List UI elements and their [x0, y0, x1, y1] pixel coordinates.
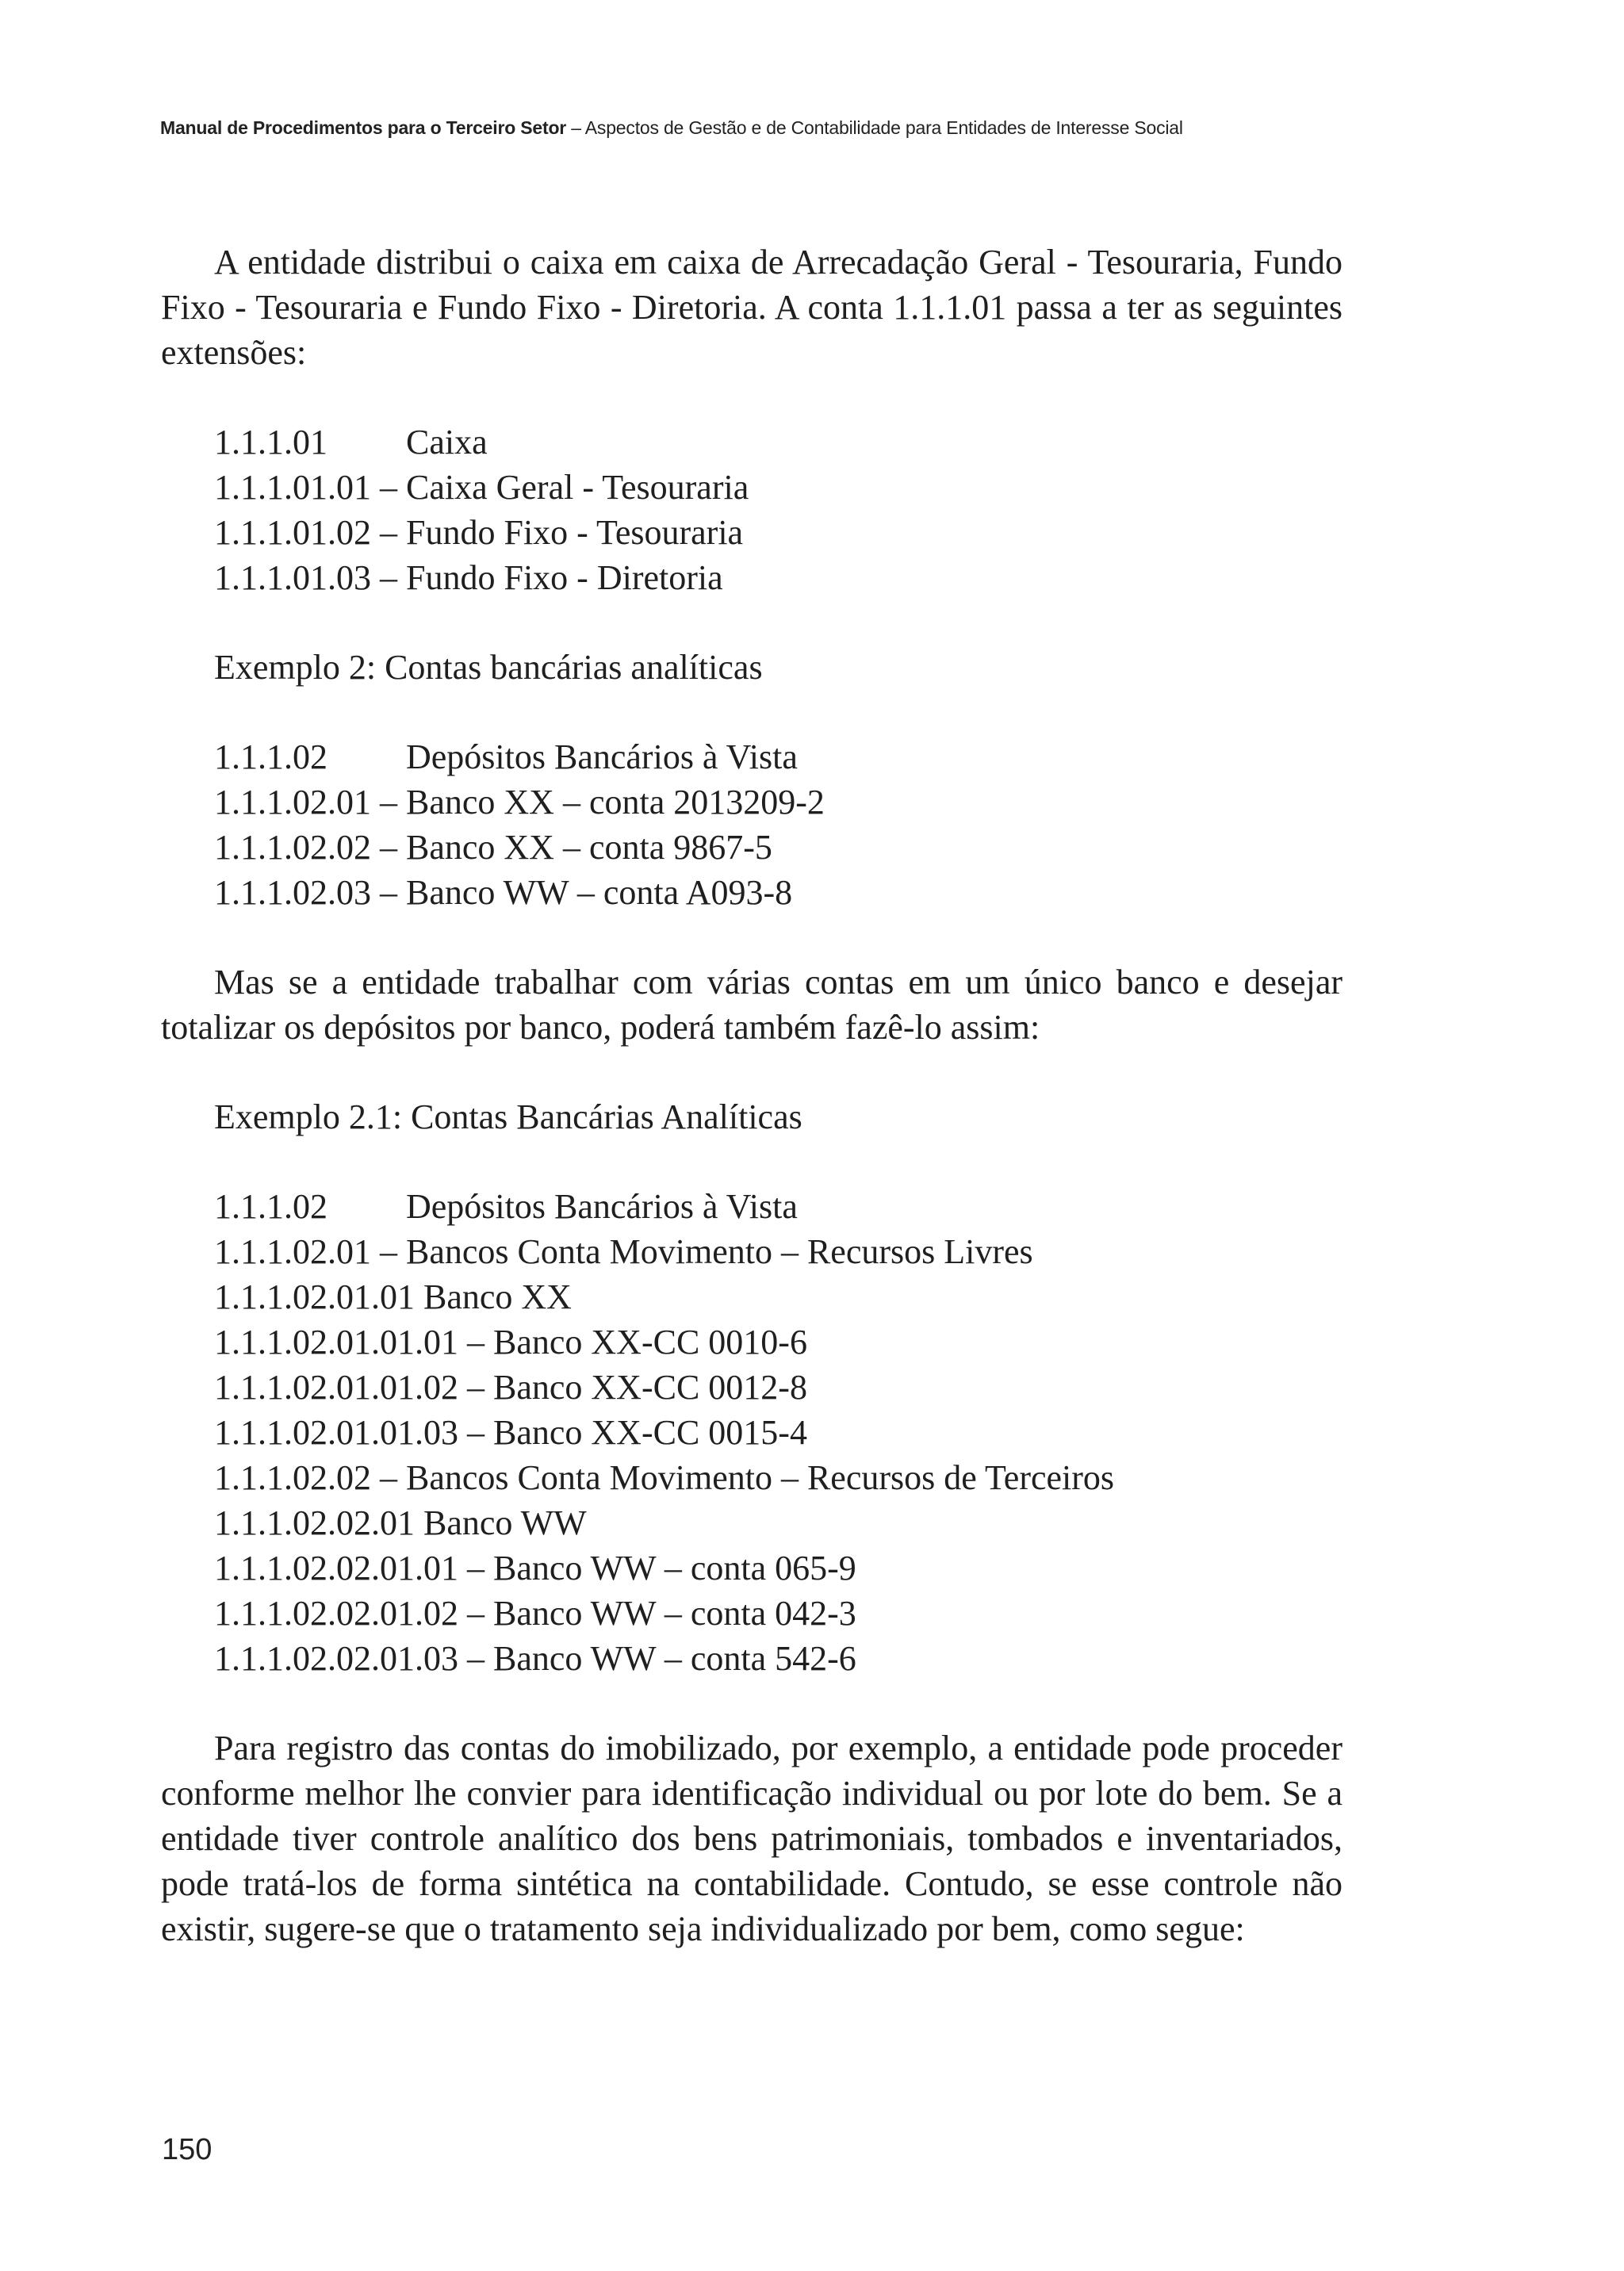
account-item: 1.1.1.02.01 – Banco XX – conta 2013209-2 — [214, 783, 825, 821]
account-item: 1.1.1.02.01 – Bancos Conta Movimento – Recursos Livres — [214, 1232, 1033, 1271]
example-title: Exemplo 2: Contas bancárias analíticas — [214, 648, 763, 687]
account-item: 1.1.1.02.02.01.02 – Banco WW – conta 042-3 — [214, 1594, 856, 1633]
account-label: Depósitos Bancários à Vista — [406, 1187, 798, 1226]
spacer — [161, 1139, 1342, 1184]
account-item: 1.1.1.02.01.01.01 – Banco XX-CC 0010-6 — [214, 1323, 807, 1361]
account-list-caixa — [161, 419, 1342, 600]
account-label: Caixa — [406, 423, 488, 461]
example-title: Exemplo 2.1: Contas Bancárias Analíticas — [214, 1097, 802, 1136]
account-item: 1.1.1.02.01.01 Banco XX — [214, 1277, 572, 1316]
spacer — [161, 1681, 1342, 1725]
header-subtitle: – Aspectos de Gestão e de Contabilidade para Entidades de Interesse Social — [566, 117, 1183, 138]
account-head — [214, 734, 1342, 779]
account-item: 1.1.1.02.01.01.02 – Banco XX-CC 0012-8 — [214, 1368, 807, 1407]
page-number: 150 — [162, 2133, 213, 2166]
account-item: 1.1.1.01.02 – Fundo Fixo - Tesouraria — [214, 513, 744, 552]
spacer — [161, 375, 1342, 419]
account-code: 1.1.1.01 — [214, 423, 327, 461]
account-item: 1.1.1.02.02.01 Banco WW — [214, 1503, 587, 1542]
account-code: 1.1.1.02 — [214, 737, 327, 776]
paragraph-intro: A entidade distribui o caixa em caixa de Arrecadação Geral - Tesouraria, Fundo Fixo - Tesouraria e Fundo Fixo - Diretoria. A conta 1.1.1.01 passa a ter as seguintes extensões: — [161, 243, 1342, 372]
page-body — [161, 239, 1342, 1951]
account-head — [214, 1184, 1342, 1229]
spacer — [161, 600, 1342, 645]
account-item: 1.1.1.02.02.01.01 – Banco WW – conta 065-9 — [214, 1549, 856, 1587]
account-item: 1.1.1.02.02 – Bancos Conta Movimento – Recursos de Terceiros — [214, 1458, 1115, 1497]
account-list-example-2 — [161, 734, 1342, 915]
account-head — [214, 419, 1342, 465]
account-item: 1.1.1.02.01.01.03 – Banco XX-CC 0015-4 — [214, 1413, 807, 1452]
spacer — [161, 1050, 1342, 1094]
account-list-example-21 — [161, 1184, 1342, 1681]
spacer — [161, 690, 1342, 734]
example-2-title — [161, 645, 1342, 690]
account-item: 1.1.1.02.03 – Banco WW – conta A093-8 — [214, 873, 793, 912]
paragraph-imobilizado: Para registro das contas do imobilizado, por exemplo, a entidade pode proceder conforme melhor lhe convier para identificação individual ou por lote do bem. Se a entidade tiver controle analítico dos bens patrimoniais, tombados e inventariados, pode tratá-los de forma sintética na contabilidade. Contudo, se esse controle não existir, sugere-se que o tratamento seja individualizado por bem, como segue: — [161, 1729, 1342, 1948]
account-item: 1.1.1.02.02.01.03 – Banco WW – conta 542-6 — [214, 1639, 856, 1678]
account-label: Depósitos Bancários à Vista — [406, 737, 798, 776]
paragraph-banks: Mas se a entidade trabalhar com várias contas em um único banco e desejar totalizar os depósitos por banco, poderá também fazê-lo assim: — [161, 963, 1342, 1047]
account-code: 1.1.1.02 — [214, 1187, 327, 1226]
account-item: 1.1.1.02.02 – Banco XX – conta 9867-5 — [214, 828, 772, 867]
header-title: Manual de Procedimentos para o Terceiro Setor — [160, 117, 567, 138]
account-item: 1.1.1.01.01 – Caixa Geral - Tesouraria — [214, 468, 749, 507]
spacer — [161, 915, 1342, 959]
example-21-title — [161, 1094, 1342, 1139]
running-header — [160, 117, 1183, 139]
account-item: 1.1.1.01.03 – Fundo Fixo - Diretoria — [214, 558, 723, 597]
